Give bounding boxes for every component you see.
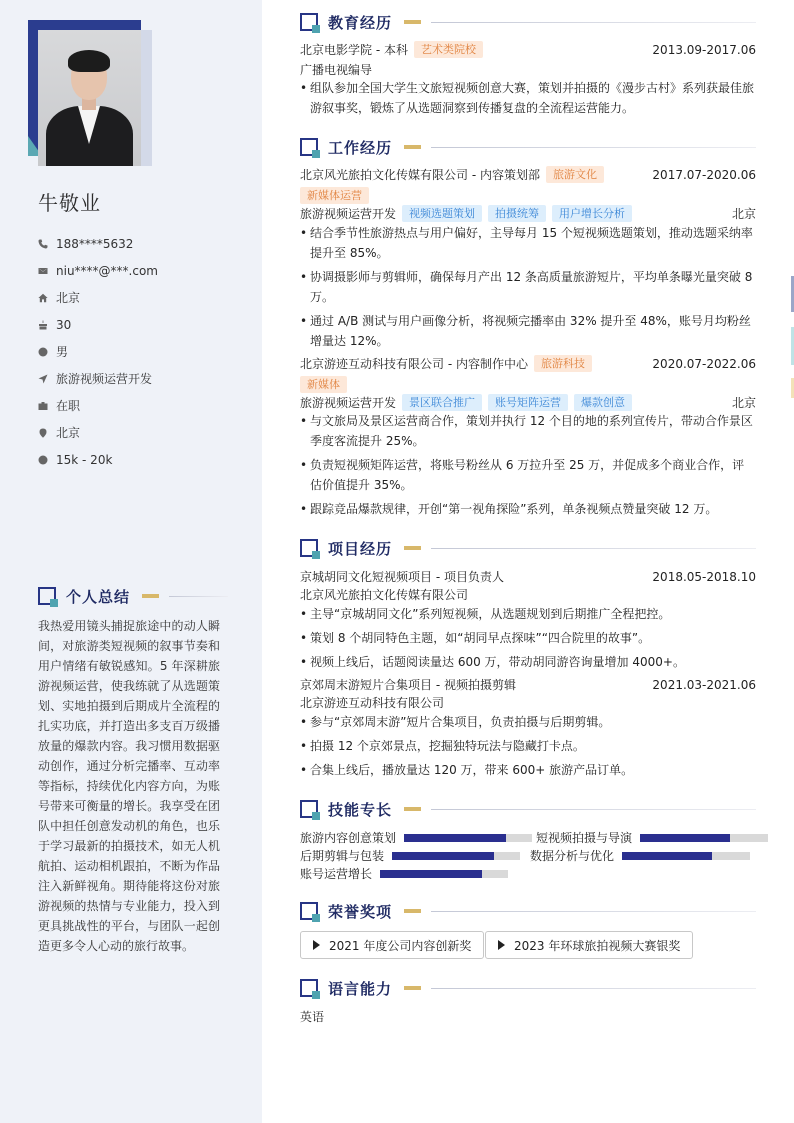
skill-item: 旅游内容创意策划 <box>300 829 532 846</box>
info-phone: 188****5632 <box>38 230 158 257</box>
info-email: niu****@***.com <box>38 257 158 284</box>
school-name: 北京电影学院 - 本科 <box>300 43 408 57</box>
work-tag: 新媒体运营 <box>300 187 369 204</box>
project-company: 北京游迹互动科技有限公司 <box>300 696 445 710</box>
education-major: 广播电视编导 <box>300 63 373 77</box>
skill-item: 数据分析与优化 <box>530 847 750 864</box>
skill-bar <box>392 852 520 860</box>
work-tag: 新媒体 <box>300 376 347 393</box>
section-title-work: 工作经历 <box>300 136 756 158</box>
project-bullet: • 拍摄 12 个京郊景点，挖掘独特玩法与隐藏打卡点。 <box>300 736 756 756</box>
photo-frame <box>28 20 152 166</box>
section-square-icon <box>300 13 318 31</box>
section-title-projects: 项目经历 <box>300 537 756 559</box>
project-title: 京城胡同文化短视频项目 - 项目负责人 <box>300 570 504 584</box>
section-square-icon <box>300 800 318 818</box>
project-company: 北京风光旅拍文化传媒有限公司 <box>300 588 469 602</box>
send-icon <box>38 374 56 384</box>
work-position: 旅游视频运营开发 <box>300 396 397 410</box>
avatar <box>38 30 141 166</box>
award-item: 2021 年度公司内容创新奖 <box>300 931 484 959</box>
skill-tag: 用户增长分析 <box>552 205 632 222</box>
work-header <box>300 166 756 183</box>
section-square-icon <box>300 138 318 156</box>
phone-icon <box>38 239 56 249</box>
work-tag-row <box>300 376 756 393</box>
sidebar <box>0 0 262 1123</box>
section-title-education: 教育经历 <box>300 11 756 33</box>
project-date: 2018.05-2018.10 <box>652 569 756 584</box>
work-date: 2017.07-2020.06 <box>652 167 756 182</box>
work-bullet: • 跟踪竞品爆款规律，开创“第一视角探险”系列，单条视频点赞量突破 12 万。 <box>300 499 756 519</box>
project-company-row <box>300 694 756 711</box>
info-job: 旅游视频运营开发 <box>38 365 158 392</box>
section-title-skills: 技能专长 <box>300 798 756 820</box>
skill-bar <box>640 834 768 842</box>
work-position-row <box>300 205 756 222</box>
section-square-icon <box>300 539 318 557</box>
smile-icon <box>38 347 56 357</box>
skill-tag: 景区联合推广 <box>402 394 482 411</box>
work-tag: 旅游科技 <box>534 355 592 372</box>
skill-item: 账号运营增长 <box>300 865 508 882</box>
home-icon <box>38 293 56 303</box>
info-age: 30 <box>38 311 158 338</box>
section-square-icon <box>300 979 318 997</box>
skill-bar <box>404 834 532 842</box>
skill-bar <box>622 852 750 860</box>
section-title-languages: 语言能力 <box>300 977 756 999</box>
project-bullet: • 参与“京郊周末游”短片合集项目，负责拍摄与后期剪辑。 <box>300 712 756 732</box>
contact-info-list <box>38 230 158 473</box>
project-bullet: • 主导“京城胡同文化”系列短视频，从选题规划到后期推广全程把控。 <box>300 604 756 624</box>
work-company: 北京风光旅拍文化传媒有限公司 - 内容策划部 <box>300 168 540 182</box>
project-bullet: • 视频上线后，话题阅读量达 600 万，带动胡同游咨询量增加 4000+。 <box>300 652 756 672</box>
school-tag: 艺术类院校 <box>414 41 483 58</box>
section-title-summary: 个人总结 <box>38 585 228 607</box>
play-icon <box>313 940 320 950</box>
project-bullet: • 合集上线后，播放量达 120 万，带来 600+ 旅游产品订单。 <box>300 760 756 780</box>
work-tag-row <box>300 187 756 204</box>
skill-tag: 视频选题策划 <box>402 205 482 222</box>
cake-icon <box>38 320 56 330</box>
info-gender: 男 <box>38 338 158 365</box>
work-date: 2020.07-2022.06 <box>652 356 756 371</box>
work-header <box>300 355 756 372</box>
language-row <box>300 1008 756 1025</box>
info-home: 北京 <box>38 284 158 311</box>
work-tag: 旅游文化 <box>546 166 604 183</box>
skill-tag: 拍摄统筹 <box>488 205 546 222</box>
project-header <box>300 676 756 693</box>
section-square-icon <box>300 902 318 920</box>
work-company: 北京游迹互动科技有限公司 - 内容制作中心 <box>300 357 528 371</box>
briefcase-icon <box>38 401 56 411</box>
education-major-row <box>300 61 756 78</box>
project-title: 京郊周末游短片合集项目 - 视频拍摄剪辑 <box>300 678 516 692</box>
project-date: 2021.03-2021.06 <box>652 677 756 692</box>
play-icon <box>498 940 505 950</box>
skill-item: 短视频拍摄与导演 <box>536 829 768 846</box>
candidate-name: 牛敬业 <box>38 191 101 215</box>
project-bullet: • 策划 8 个胡同特色主题，如“胡同早点探味”“四合院里的故事”。 <box>300 628 756 648</box>
education-date: 2013.09-2017.06 <box>652 42 756 57</box>
money-icon <box>38 455 56 465</box>
work-city: 北京 <box>731 207 756 221</box>
mail-icon <box>38 266 56 276</box>
work-bullet: • 与文旅局及景区运营商合作，策划并执行 12 个目的地的系列宣传片，带动合作景区季度客流提升 25%。 <box>300 411 756 451</box>
work-bullet: • 负责短视频矩阵运营，将账号粉丝从 6 万拉升至 25 万，并促成多个商业合作，评估价值提升 35%。 <box>300 455 756 495</box>
project-company-row <box>300 586 756 603</box>
section-square-icon <box>38 587 56 605</box>
award-item: 2023 年环球旅拍视频大赛银奖 <box>485 931 693 959</box>
skill-tag: 账号矩阵运营 <box>488 394 568 411</box>
education-bullet: • 组队参加全国大学生文旅短视频创意大赛，策划并拍摄的《漫步古村》系列获最佳旅游叙事奖，锻炼了从选题洞察到传播复盘的全流程运营能力。 <box>300 78 756 118</box>
info-status: 在职 <box>38 392 158 419</box>
skill-bar <box>380 870 508 878</box>
work-city: 北京 <box>731 396 756 410</box>
work-bullet: • 通过 A/B 测试与用户画像分析，将视频完播率由 32% 提升至 48%，账号月均粉丝增量达 12%。 <box>300 311 756 351</box>
info-city: 北京 <box>38 419 158 446</box>
work-bullet: • 结合季节性旅游热点与用户偏好，主导每月 15 个短视频选题策划，推动选题采纳率提升至 85%。 <box>300 223 756 263</box>
location-icon <box>38 428 56 438</box>
work-position-row <box>300 394 756 411</box>
section-title-awards: 荣誉奖项 <box>300 900 756 922</box>
education-header <box>300 41 756 58</box>
info-salary: 15k - 20k <box>38 446 158 473</box>
project-header <box>300 568 756 585</box>
language-item: 英语 <box>300 1010 325 1024</box>
work-bullet: • 协调摄影师与剪辑师，确保每月产出 12 条高质量旅游短片，平均单条曝光量突破 8 万。 <box>300 267 756 307</box>
work-position: 旅游视频运营开发 <box>300 207 397 221</box>
summary-text: 我热爱用镜头捕捉旅途中的动人瞬间，对旅游类短视频的叙事节奏和用户情绪有敏锐感知。5 年深耕旅游视频运营，使我练就了从选题策划、实地拍摄到后期成片全流程的扎实功底，并打造出多支百万级播放量的爆款内容。我习惯用数据驱动创作，通过分析完播率、互动率等指标，持续优化内容方向，为账号带来可衡量的增长。我享受在团队中担任创意发动机的角色，也乐于学习最新的拍摄技术，如无人机航拍、运动相机跟拍，不断为作品注入新鲜视角。期待能将这份对旅游视频的热情与专业能力，投入到更具挑战性的平台，与团队一起创造更多令人心动的旅行故事。 <box>38 619 220 953</box>
skill-item: 后期剪辑与包装 <box>300 847 520 864</box>
skill-tag: 爆款创意 <box>574 394 632 411</box>
